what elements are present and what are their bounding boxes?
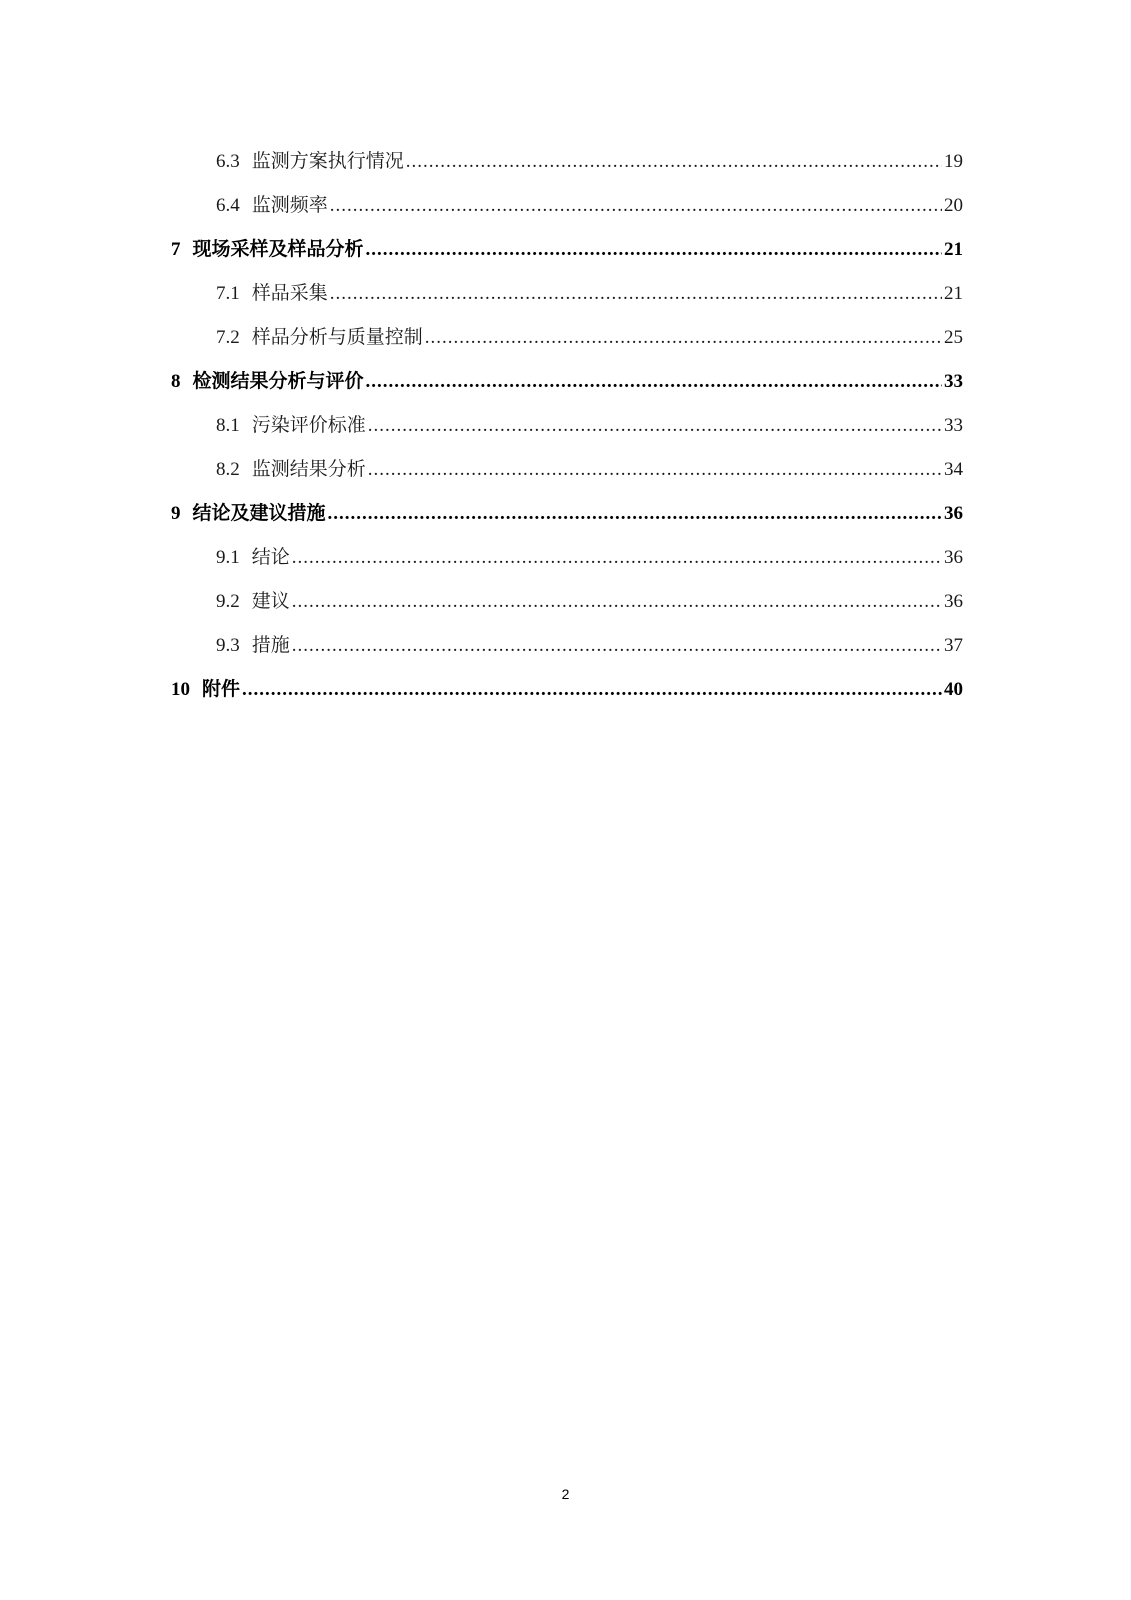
toc-entry-page: 33 bbox=[944, 415, 963, 436]
toc-dot-leader bbox=[366, 235, 942, 265]
toc-dot-leader bbox=[292, 543, 942, 573]
toc-chapter[interactable] bbox=[171, 366, 963, 396]
toc-entry[interactable] bbox=[216, 586, 963, 616]
toc-dot-leader bbox=[242, 675, 942, 705]
toc-entry-page: 36 bbox=[944, 591, 963, 612]
toc-chapter-page: 36 bbox=[944, 503, 963, 524]
toc-chapter-title: 检测结果分析与评价 bbox=[192, 370, 364, 392]
toc-chapter[interactable] bbox=[171, 234, 963, 264]
toc-entry[interactable] bbox=[216, 278, 963, 308]
toc-entry-number: 7.1 bbox=[216, 283, 240, 304]
toc-chapter[interactable] bbox=[171, 674, 963, 704]
toc-entry[interactable] bbox=[216, 542, 963, 572]
toc-dot-leader bbox=[406, 147, 942, 177]
toc-entry-page: 19 bbox=[944, 151, 963, 172]
toc-entry-title: 污染评价标准 bbox=[251, 414, 366, 436]
toc-entry[interactable] bbox=[216, 454, 963, 484]
toc-chapter-number: 7 bbox=[171, 239, 181, 260]
toc-entry-number: 7.2 bbox=[216, 327, 240, 348]
toc-entry-number: 8.1 bbox=[216, 415, 240, 436]
toc-dot-leader bbox=[425, 323, 942, 353]
toc-chapter-number: 10 bbox=[171, 679, 190, 700]
toc-chapter-page: 33 bbox=[944, 371, 963, 392]
toc-entry-title: 监测结果分析 bbox=[251, 458, 366, 480]
toc-entry[interactable] bbox=[216, 630, 963, 660]
toc-entry[interactable] bbox=[216, 410, 963, 440]
toc-chapter-page: 40 bbox=[944, 679, 963, 700]
toc-dot-leader bbox=[328, 499, 942, 529]
toc-entry-title: 样品采集 bbox=[251, 282, 328, 304]
toc-dot-leader bbox=[368, 455, 942, 485]
toc-chapter-title: 现场采样及样品分析 bbox=[192, 238, 364, 260]
toc-entry-number: 9.1 bbox=[216, 547, 240, 568]
toc-chapter[interactable] bbox=[171, 498, 963, 528]
toc-entry[interactable] bbox=[216, 146, 963, 176]
toc-chapter-number: 8 bbox=[171, 371, 181, 392]
toc-entry-page: 36 bbox=[944, 547, 963, 568]
toc-dot-leader bbox=[292, 631, 942, 661]
toc-entry[interactable] bbox=[216, 322, 963, 352]
toc-entry-page: 25 bbox=[944, 327, 963, 348]
toc-entry-number: 8.2 bbox=[216, 459, 240, 480]
toc-entry-title: 措施 bbox=[251, 634, 290, 656]
toc-entry-page: 20 bbox=[944, 195, 963, 216]
toc-dot-leader bbox=[330, 191, 942, 221]
toc-dot-leader bbox=[330, 279, 942, 309]
page-number: 2 bbox=[561, 1486, 570, 1502]
toc-entry-title: 样品分析与质量控制 bbox=[251, 326, 423, 348]
toc-entry-title: 建议 bbox=[251, 590, 290, 612]
toc-entry[interactable] bbox=[216, 190, 963, 220]
toc-entry-number: 9.2 bbox=[216, 591, 240, 612]
toc-chapter-number: 9 bbox=[171, 503, 181, 524]
toc-entry-page: 34 bbox=[944, 459, 963, 480]
toc-entry-number: 9.3 bbox=[216, 635, 240, 656]
toc-dot-leader bbox=[366, 367, 942, 397]
toc-entry-page: 21 bbox=[944, 283, 963, 304]
toc-chapter-title: 结论及建议措施 bbox=[192, 502, 326, 524]
toc-chapter-title: 附件 bbox=[202, 678, 241, 700]
toc-dot-leader bbox=[292, 587, 942, 617]
toc-entry-number: 6.4 bbox=[216, 195, 240, 216]
toc-entry-title: 监测方案执行情况 bbox=[251, 150, 404, 172]
toc-entry-number: 6.3 bbox=[216, 151, 240, 172]
toc-entry-page: 37 bbox=[944, 635, 963, 656]
toc-chapter-page: 21 bbox=[944, 239, 963, 260]
toc-entry-title: 监测频率 bbox=[251, 194, 328, 216]
toc-entry-title: 结论 bbox=[251, 546, 290, 568]
toc-dot-leader bbox=[368, 411, 942, 441]
